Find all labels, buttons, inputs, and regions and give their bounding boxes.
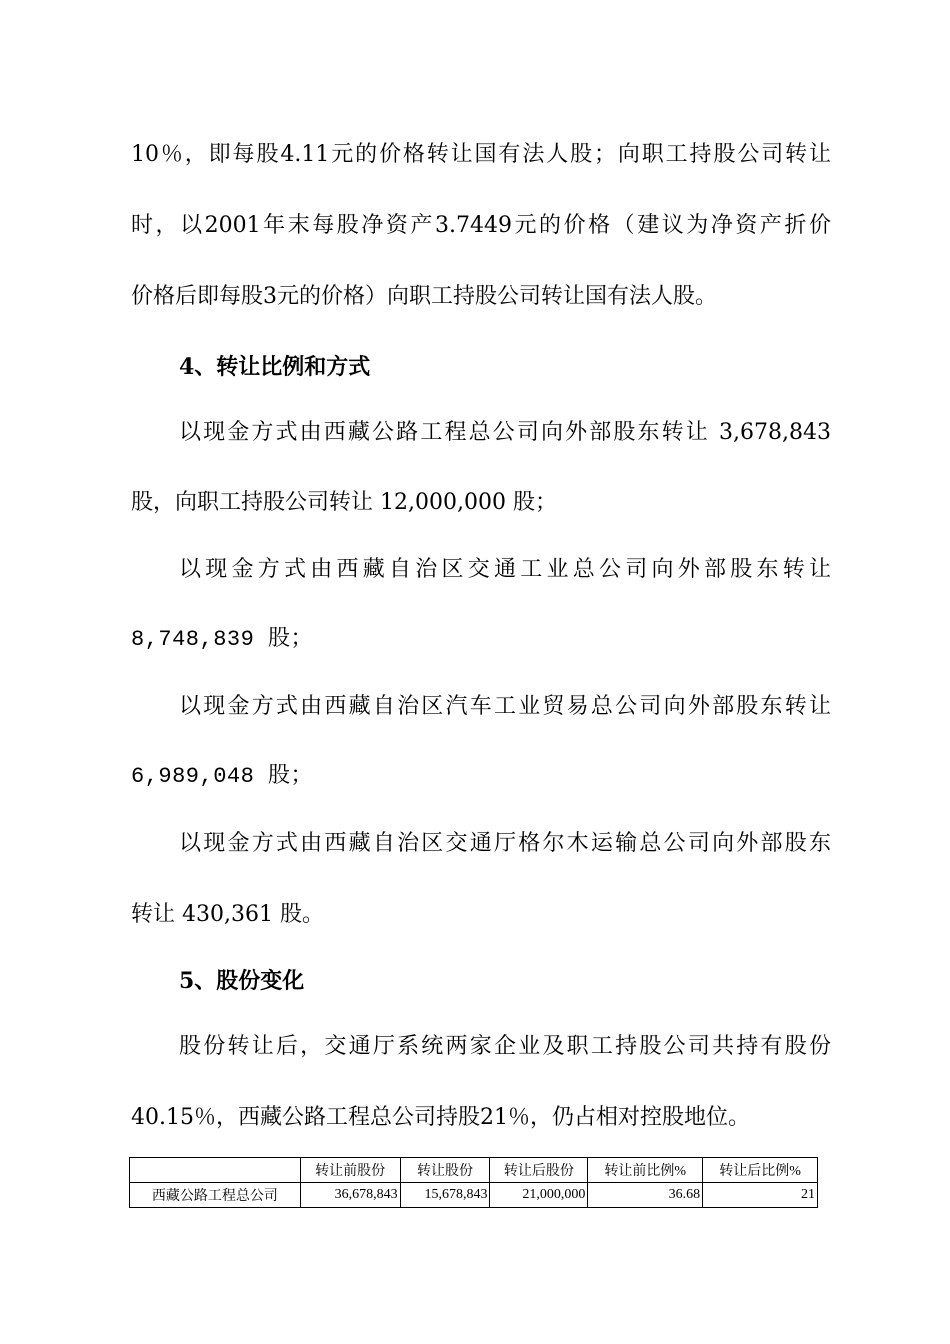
table-header-cell: 转让股份 <box>400 1158 490 1183</box>
table-header-cell: 转让前比例% <box>588 1158 703 1183</box>
table-header-cell <box>130 1158 301 1183</box>
paragraph-line: 价格后即每股3元的价格）向职工持股公司转让国有法人股。 <box>131 284 717 309</box>
paragraph-line: 股份转让后，交通厅系统两家企业及职工持股公司共持有股份 <box>179 1034 831 1059</box>
table-cell-company: 西藏公路工程总公司 <box>130 1183 301 1208</box>
table-cell: 36,678,843 <box>300 1183 400 1208</box>
paragraph-line: 股，向职工持股公司转让 12,000,000 股； <box>131 490 557 515</box>
paragraph-line: 40.15％，西藏公路工程总公司持股21％，仍占相对控股地位。 <box>131 1105 750 1130</box>
section-heading-5: 5、股份变化 <box>179 968 305 994</box>
paragraph-line: 6,989,048 股； <box>131 764 314 789</box>
table-cell: 21 <box>703 1183 818 1208</box>
share-transfer-table <box>129 1157 818 1208</box>
table-header-row <box>130 1158 818 1183</box>
table-cell: 36.68 <box>588 1183 703 1208</box>
table-header-cell: 转让后比例% <box>703 1158 818 1183</box>
paragraph-line: 以现金方式由西藏公路工程总公司向外部股东转让 3,678,843 <box>179 420 831 445</box>
table-header-cell: 转让后股份 <box>490 1158 588 1183</box>
paragraph-line: 时，以2001年末每股净资产3.7449元的价格（建议为净资产折价 <box>131 213 831 238</box>
table-row <box>130 1183 818 1208</box>
paragraph-line: 以现金方式由西藏自治区交通工业总公司向外部股东转让 <box>179 557 831 582</box>
paragraph-line: 8,748,839 股； <box>131 627 314 652</box>
paragraph-line: 以现金方式由西藏自治区汽车工业贸易总公司向外部股东转让 <box>179 694 831 719</box>
section-heading-4: 4、转让比例和方式 <box>179 354 371 380</box>
paragraph-line: 转让 430,361 股。 <box>131 902 324 927</box>
table-cell: 15,678,843 <box>400 1183 490 1208</box>
table-cell: 21,000,000 <box>490 1183 588 1208</box>
paragraph-line: 10％，即每股4.11元的价格转让国有法人股；向职工持股公司转让 <box>131 142 831 167</box>
table-header-cell: 转让前股份 <box>300 1158 400 1183</box>
paragraph-line: 以现金方式由西藏自治区交通厅格尔木运输总公司向外部股东 <box>179 831 831 856</box>
